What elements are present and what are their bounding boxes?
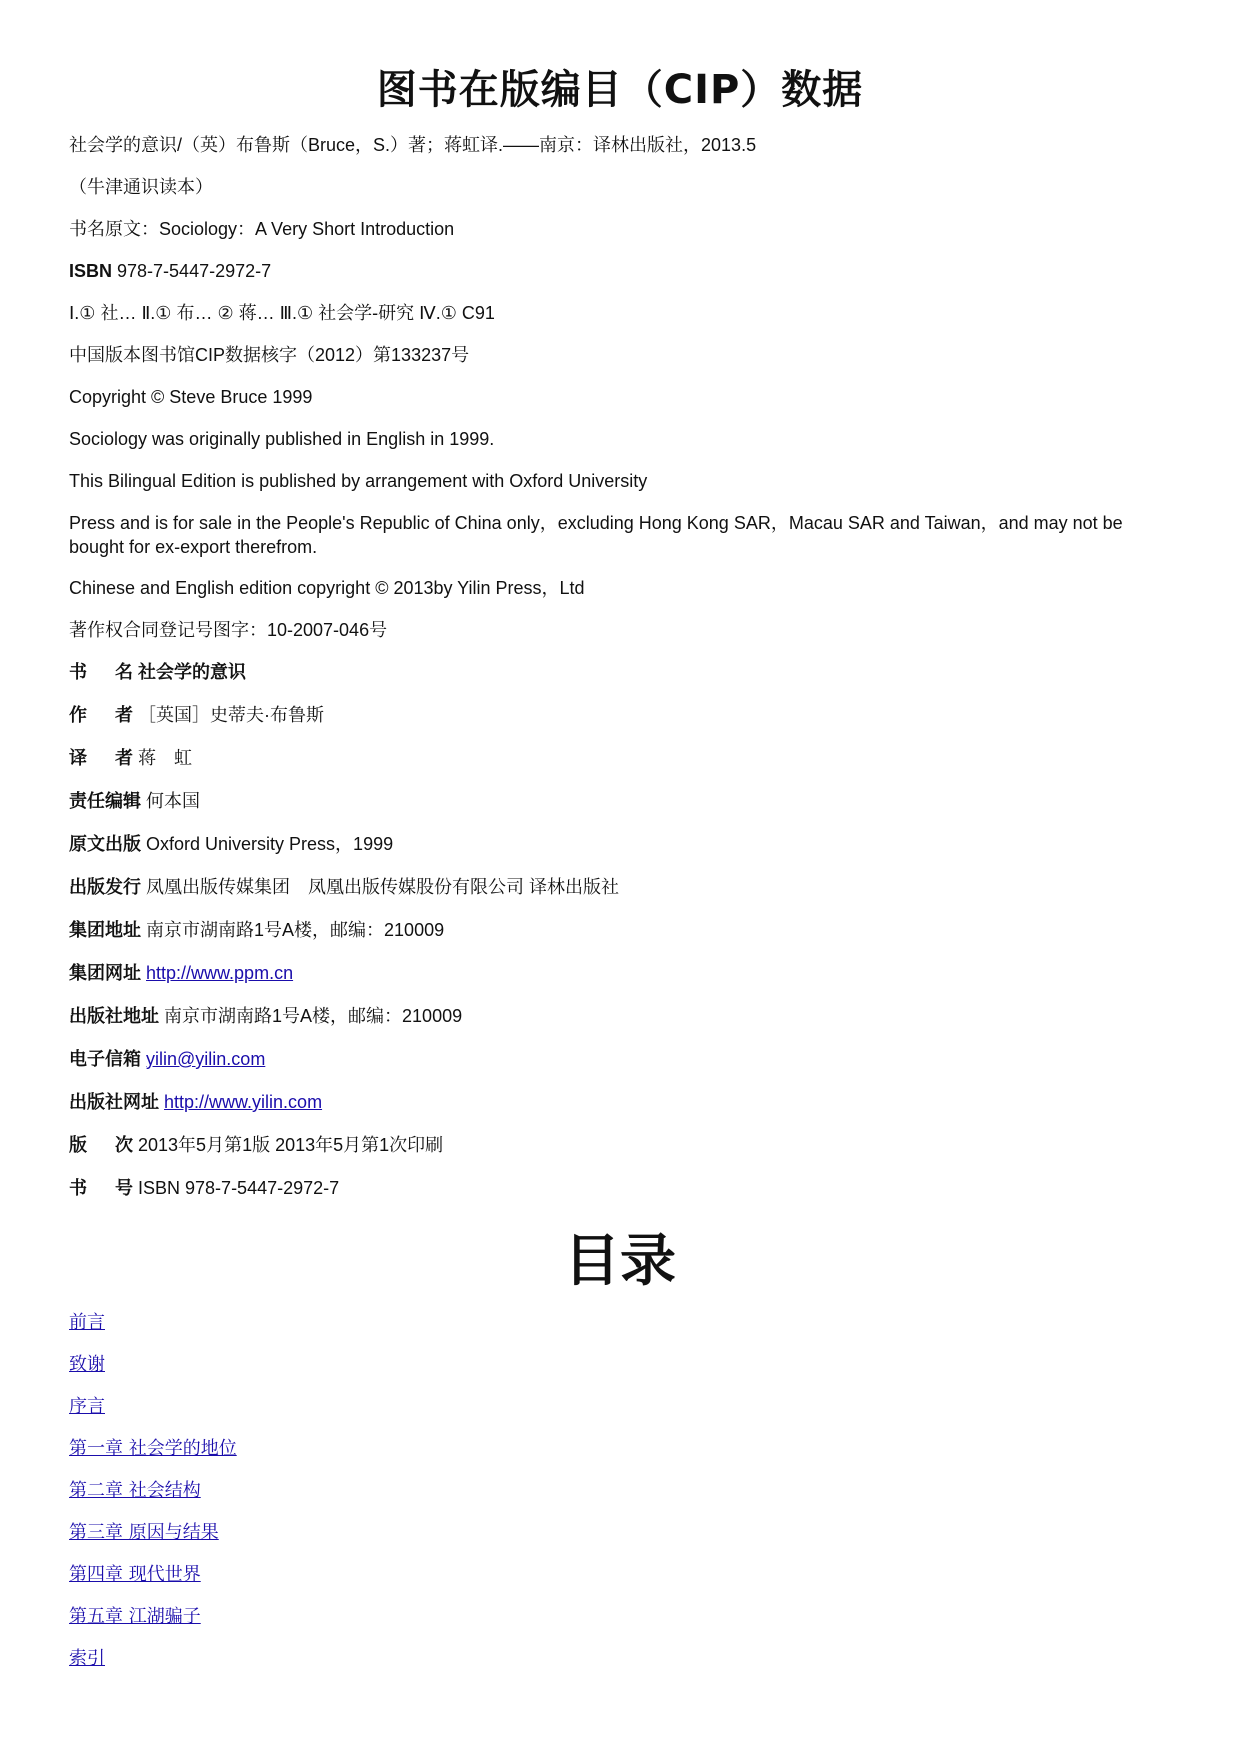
published-note: Sociology was originally published in English in 1999. [69, 429, 495, 449]
detail-editor [69, 789, 1179, 814]
book-name-value: 社会学的意识 [138, 662, 247, 682]
detail-translator [69, 746, 1179, 771]
copyright-line: Copyright © Steve Bruce 1999 [69, 387, 313, 407]
publisher-address-label: 出版社地址 [69, 1006, 159, 1027]
chinese-english-copyright: Chinese and English edition copyright © 2013by Yilin Press，Ltd [69, 578, 585, 598]
book-name-label: 书 名 [69, 662, 133, 683]
toc-item-index[interactable]: 索引 [69, 1648, 105, 1669]
cip-line-record: 中国版本图书馆CIP数据核字（2012）第133237号 [69, 345, 470, 365]
detail-original-publication [69, 832, 1179, 857]
original-pub-value: Oxford University Press，1999 [146, 834, 394, 854]
distribution-value: 凤凰出版传媒集团 凤凰出版传媒股份有限公司 译林出版社 [146, 877, 620, 897]
detail-edition [69, 1133, 1179, 1158]
detail-publisher-address [69, 1004, 1179, 1029]
publisher-address-value: 南京市湖南路1号A楼，邮编：210009 [164, 1006, 463, 1026]
author-value: ［英国］史蒂夫·布鲁斯 [138, 705, 325, 725]
cip-line-classification: Ⅰ.① 社… Ⅱ.① 布… ② 蒋… Ⅲ.① 社会学-研究 Ⅳ.① C91 [69, 303, 495, 323]
cip-line-original-title: 书名原文：Sociology：A Very Short Introduction [69, 219, 455, 239]
group-site-link[interactable]: http://www.ppm.cn [146, 963, 294, 983]
editor-label: 责任编辑 [69, 791, 141, 812]
cip-title: 图书在版编目（CIP）数据 [376, 67, 864, 113]
group-address-value: 南京市湖南路1号A楼，邮编：210009 [146, 920, 445, 940]
email-label: 电子信箱 [69, 1049, 141, 1070]
cip-line-isbn [69, 259, 1179, 283]
toc-item-chapter-3[interactable]: 第三章 原因与结果 [69, 1522, 219, 1543]
bilingual-note: This Bilingual Edition is published by arrangement with Oxford University [69, 471, 648, 491]
publisher-site-label: 出版社网址 [69, 1092, 159, 1113]
email-link[interactable]: yilin@yilin.com [146, 1049, 266, 1069]
detail-distribution [69, 875, 1179, 900]
toc-item-chapter-1[interactable]: 第一章 社会学的地位 [69, 1438, 237, 1459]
detail-book-number [69, 1176, 1179, 1201]
toc-item-chapter-4[interactable]: 第四章 现代世界 [69, 1564, 201, 1585]
publisher-site-link[interactable]: http://www.yilin.com [164, 1092, 323, 1112]
contract-registration: 著作权合同登记号图字：10-2007-046号 [69, 620, 388, 640]
toc-item-chapter-5[interactable]: 第五章 江湖骗子 [69, 1606, 201, 1627]
isbn-value: 978-7-5447-2972-7 [112, 261, 272, 281]
detail-group-site [69, 961, 1179, 986]
book-number-value: ISBN 978-7-5447-2972-7 [138, 1178, 340, 1198]
toc-item-foreword[interactable]: 序言 [69, 1396, 105, 1417]
group-site-label: 集团网址 [69, 963, 141, 984]
cip-line-series: （牛津通识读本） [69, 177, 213, 197]
author-label: 作 者 [69, 705, 133, 726]
edition-value: 2013年5月第1版 2013年5月第1次印刷 [138, 1135, 444, 1155]
toc-item-chapter-2[interactable]: 第二章 社会结构 [69, 1480, 201, 1501]
press-note: Press and is for sale in the People's Republic of China only，excluding Hong Kong SAR，Macau SAR and Taiwan，and may not be bought for ex-export therefrom. [69, 513, 1123, 557]
detail-book-name [69, 660, 1179, 685]
detail-group-address [69, 918, 1179, 943]
detail-email [69, 1047, 1179, 1072]
cip-line-bibliographic: 社会学的意识/（英）布鲁斯（Bruce，S.）著；蒋虹译.——南京：译林出版社，2013.5 [69, 135, 757, 155]
editor-value: 何本国 [146, 791, 201, 811]
original-pub-label: 原文出版 [69, 834, 141, 855]
detail-author [69, 703, 1179, 728]
book-number-label: 书 号 [69, 1178, 133, 1199]
isbn-label: ISBN [69, 261, 113, 281]
group-address-label: 集团地址 [69, 920, 141, 941]
toc-item-acknowledgements[interactable]: 致谢 [69, 1354, 105, 1375]
toc-title: 目录 [564, 1228, 676, 1294]
toc-item-preface[interactable]: 前言 [69, 1312, 105, 1333]
distribution-label: 出版发行 [69, 877, 141, 898]
translator-label: 译 者 [69, 748, 133, 769]
translator-value: 蒋 虹 [138, 748, 193, 768]
detail-publisher-site [69, 1090, 1179, 1115]
edition-label: 版 次 [69, 1135, 133, 1156]
